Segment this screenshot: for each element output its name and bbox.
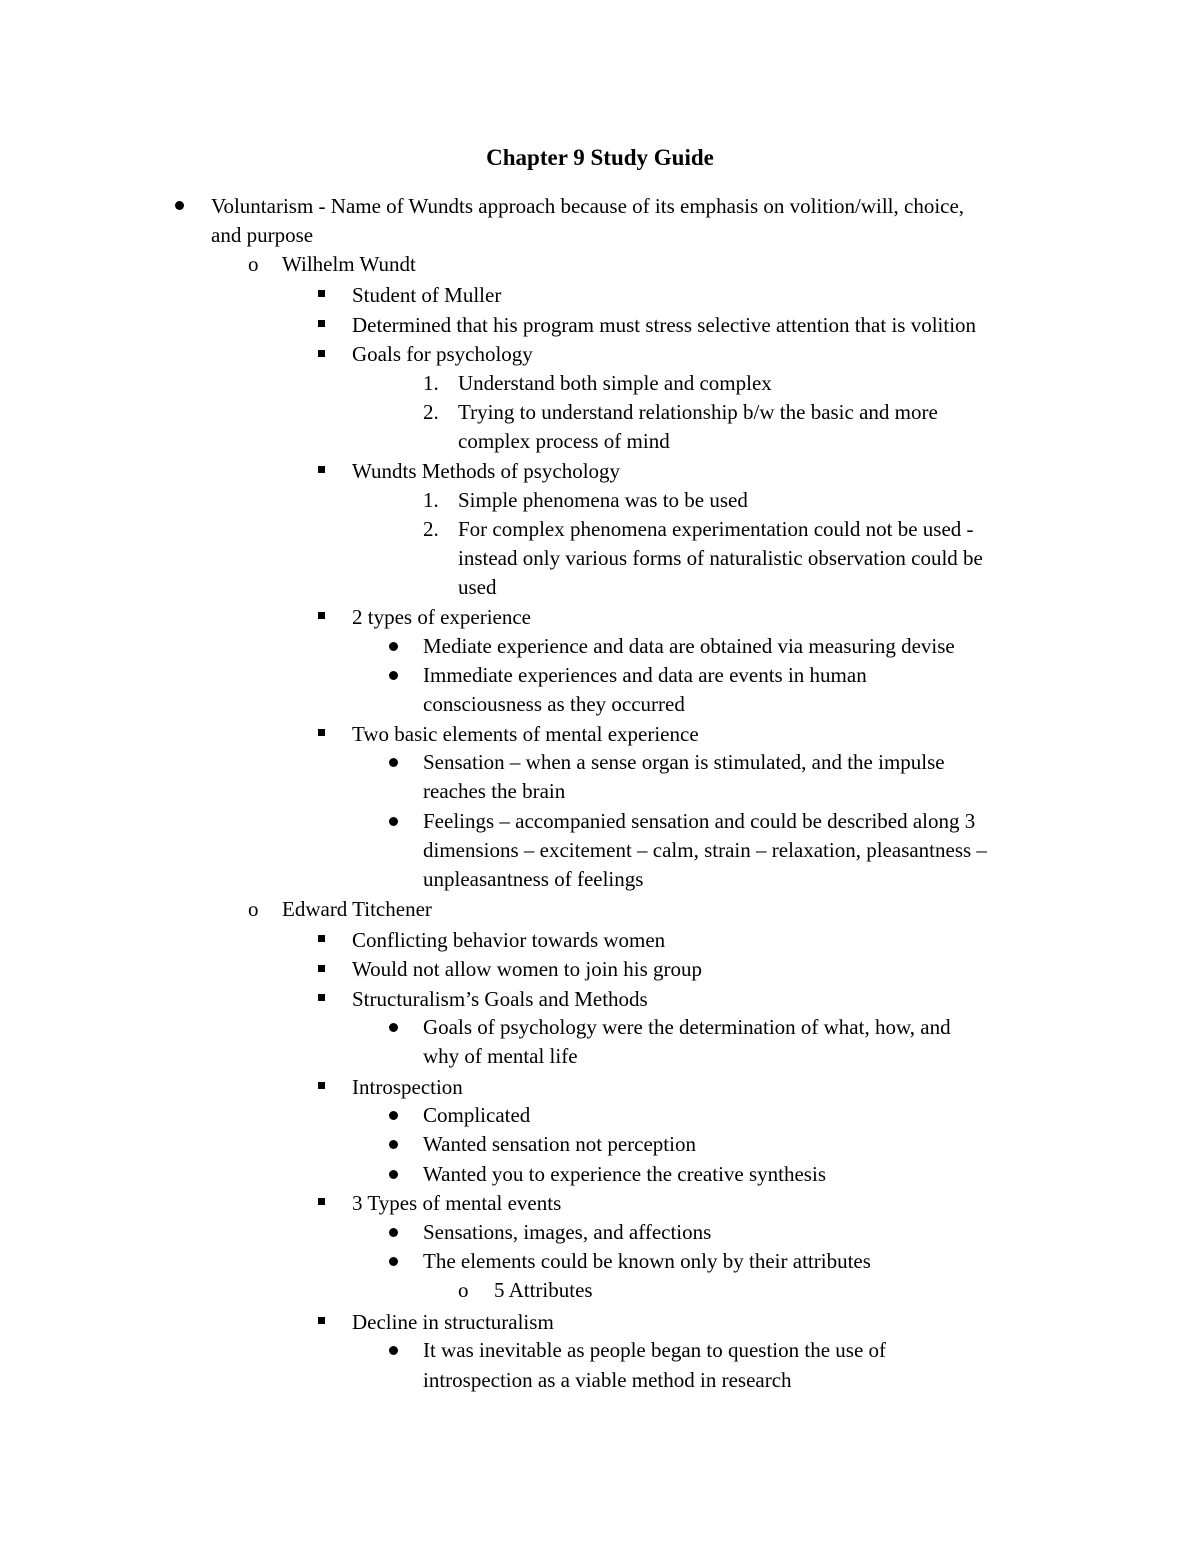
bullet-square — [318, 290, 325, 297]
text-line: Wilhelm Wundt — [282, 252, 416, 276]
text-line: Understand both simple and complex — [458, 371, 772, 395]
bullet-dot — [389, 1023, 398, 1032]
bullet-square — [318, 729, 325, 736]
list-number: 2. — [423, 517, 439, 541]
bullet-dot — [389, 1228, 398, 1237]
bullet-dot — [389, 642, 398, 651]
text-line: instead only various forms of naturalistic observation could be — [458, 546, 983, 570]
bullet-circle: o — [458, 1278, 469, 1302]
bullet-square — [318, 612, 325, 619]
bullet-square — [318, 1317, 325, 1324]
text-line: Would not allow women to join his group — [352, 957, 703, 981]
text-line: The elements could be known only by their attributes — [423, 1249, 871, 1273]
text-line: unpleasantness of feelings — [423, 867, 644, 891]
text-line: It was inevitable as people began to question the use of — [423, 1338, 887, 1362]
bullet-square — [318, 1082, 325, 1089]
bullet-dot — [389, 1111, 398, 1120]
bullet-square — [318, 994, 325, 1001]
bullet-dot — [389, 758, 398, 767]
text-line: Determined that his program must stress selective attention that is volition — [352, 313, 977, 337]
text-line: Edward Titchener — [282, 897, 432, 921]
text-line: dimensions – excitement – calm, strain – relaxation, pleasantness – — [423, 838, 987, 862]
text-line: Trying to understand relationship b/w the basic and more — [458, 400, 938, 424]
text-line: used — [458, 575, 497, 599]
text-line: introspection as a viable method in research — [423, 1368, 792, 1392]
text-line: Sensations, images, and affections — [423, 1220, 712, 1244]
text-line: why of mental life — [423, 1044, 578, 1068]
list-number: 1. — [423, 488, 439, 512]
text-line: Voluntarism - Name of Wundts approach because of its emphasis on volition/will, choice, — [211, 194, 965, 218]
bullet-dot — [389, 1346, 398, 1355]
text-line: consciousness as they occurred — [423, 692, 685, 716]
text-line: Immediate experiences and data are events in human — [423, 663, 867, 687]
text-line: Mediate experience and data are obtained via measuring devise — [423, 634, 955, 658]
bullet-dot — [175, 201, 184, 210]
bullet-circle: o — [248, 252, 259, 276]
bullet-square — [318, 1198, 325, 1205]
text-line: Structuralism’s Goals and Methods — [352, 987, 648, 1011]
bullet-dot — [389, 1257, 398, 1266]
list-number: 2. — [423, 400, 439, 424]
bullet-dot — [389, 1170, 398, 1179]
text-line: Decline in structuralism — [352, 1310, 554, 1334]
bullet-square — [318, 320, 325, 327]
text-line: 2 types of experience — [352, 605, 532, 629]
bullet-dot — [389, 1140, 398, 1149]
bullet-circle: o — [248, 897, 259, 921]
text-line: Wanted sensation not perception — [423, 1132, 696, 1156]
text-line: Simple phenomena was to be used — [458, 488, 748, 512]
bullet-square — [318, 935, 325, 942]
text-line: and purpose — [211, 223, 314, 247]
page-title: Chapter 9 Study Guide — [486, 145, 714, 170]
text-line: Sensation – when a sense organ is stimulated, and the impulse — [423, 750, 945, 774]
text-line: Wundts Methods of psychology — [352, 459, 621, 483]
bullet-square — [318, 965, 325, 972]
text-line: Introspection — [352, 1075, 463, 1099]
text-line: complex process of mind — [458, 429, 670, 453]
list-number: 1. — [423, 371, 439, 395]
text-line: 3 Types of mental events — [352, 1191, 562, 1215]
text-line: Feelings – accompanied sensation and could be described along 3 — [423, 809, 976, 833]
text-line: Two basic elements of mental experience — [352, 722, 699, 746]
bullet-square — [318, 350, 325, 357]
text-line: Conflicting behavior towards women — [352, 928, 666, 952]
text-line: Goals for psychology — [352, 342, 533, 366]
text-line: 5 Attributes — [494, 1278, 593, 1302]
text-line: Wanted you to experience the creative synthesis — [423, 1162, 826, 1186]
bullet-dot — [389, 817, 398, 826]
bullet-dot — [389, 671, 398, 680]
text-line: For complex phenomena experimentation could not be used - — [458, 517, 974, 541]
text-line: Complicated — [423, 1103, 531, 1127]
text-line: Goals of psychology were the determination of what, how, and — [423, 1015, 951, 1039]
text-line: reaches the brain — [423, 779, 566, 803]
text-line: Student of Muller — [352, 283, 502, 307]
bullet-square — [318, 466, 325, 473]
